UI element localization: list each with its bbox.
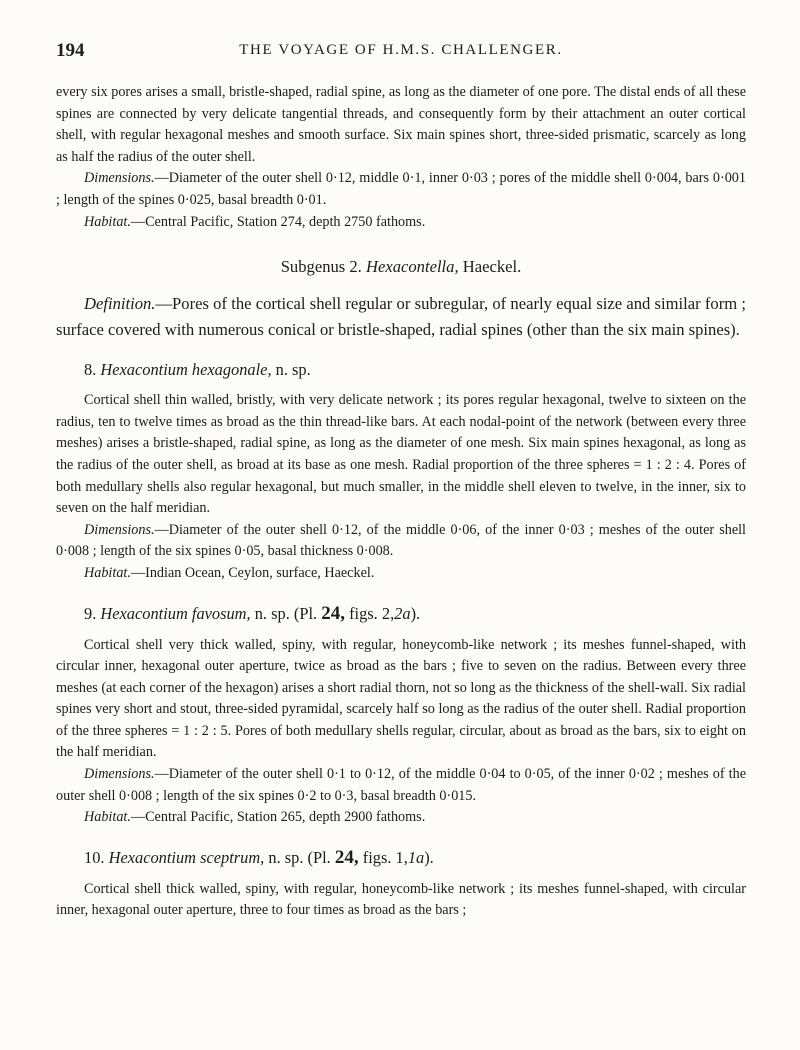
subgenus-heading <box>56 257 746 277</box>
species-number: 10. <box>84 847 105 867</box>
figure-ref-close: ). <box>410 603 421 623</box>
species-description: Cortical shell thick walled, spiny, with regular, honeycomb-like network ; its meshes funnel-shaped, with circular inner, hexagonal outer aperture, three to four times as broad as the bars ; <box>56 880 746 919</box>
figure-ref: figs. 1, <box>362 847 408 867</box>
dimensions-text: —Diameter of the outer shell 0·1 to 0·12, of the middle 0·04 to 0·05, of the inner 0·02 ; meshes of the outer shell 0·008 ; length of the six spines 0·2 to 0·3, basal breadth 0·015. <box>56 766 746 804</box>
species-dimensions <box>56 520 746 563</box>
species-number: 9. <box>84 603 97 623</box>
species-heading <box>56 847 746 869</box>
dimensions-text: —Diameter of the outer shell 0·12, middle 0·1, inner 0·03 ; pores of the middle shell 0·004, bars 0·001 ; length of the spines 0·025, basal breadth 0·01. <box>56 170 746 208</box>
dimensions-text: —Diameter of the outer shell 0·12, of the middle 0·06, of the inner 0·03 ; meshes of the outer shell 0·008 ; length of the six spines 0·05, basal thickness 0·008. <box>56 521 746 560</box>
figure-ref-italic: 1a <box>407 847 425 867</box>
plate-number: 24, <box>321 602 345 624</box>
species-name: Hexacontium hexagonale, <box>100 360 272 380</box>
definition-text: —Pores of the cortical shell regular or subregular, of nearly equal size and similar form ; surface covered with numerous conical or bristle-shaped, radial spines (other than the six main spines). <box>56 294 746 339</box>
species-habitat <box>56 563 746 585</box>
running-title: THE VOYAGE OF H.M.S. CHALLENGER. <box>239 42 563 58</box>
definition-paragraph <box>56 291 746 342</box>
definition-label: Definition. <box>84 294 156 314</box>
habitat-label: Habitat. <box>84 809 131 826</box>
species-number: 8. <box>84 360 97 380</box>
dimensions-label: Dimensions. <box>84 521 155 538</box>
subgenus-prefix: Subgenus 2. <box>280 257 362 277</box>
dimensions-label: Dimensions. <box>84 170 155 187</box>
figure-ref-close: ). <box>424 847 434 867</box>
dimensions-label: Dimensions. <box>84 766 155 783</box>
species-suffix: n. sp. (Pl. <box>268 847 331 867</box>
species-name: Hexacontium favosum, <box>100 603 251 623</box>
subgenus-author: Haeckel. <box>462 257 522 277</box>
species-habitat <box>56 807 746 829</box>
page-header <box>56 40 746 64</box>
subgenus-name: Hexacontella, <box>366 257 459 277</box>
species-suffix: n. sp. (Pl. <box>254 603 318 623</box>
habitat-paragraph <box>56 212 746 234</box>
species-heading <box>56 360 746 380</box>
species-description: Cortical shell thin walled, bristly, with very delicate network ; its pores regular hexagonal, twelve to sixteen on the radius, ten to twelve times as broad as the thin thread-like bars. At each nodal-point of the network (between every three meshes) arises a bristle-shaped, radial spine, as long as the diameter of one mesh. Six main spines hexagonal, as long as the radius of the outer shell, as broad at its base as one mesh. Radial proportion of the three spheres = 1 : 2 : 4. Pores of both medullary shells also regular hexagonal, but much smaller, in the middle shell eleven to twelve, in the inner, six to seven on the half meridian. <box>56 392 746 517</box>
species-name: Hexacontium sceptrum, <box>108 847 265 867</box>
habitat-text: —Central Pacific, Station 274, depth 2750 fathoms. <box>130 213 426 230</box>
continued-paragraph: every six pores arises a small, bristle-shaped, radial spine, as long as the diameter of one pore. The distal ends of all these spines are connected by very delicate tangential threads, and consequently form by their attachment an outer cortical shell, with regular hexagonal meshes and smooth surface. Six main spines short, three-sided prismatic, scarcely as long as half the radius of the outer shell. <box>56 84 746 165</box>
habitat-label: Habitat. <box>84 213 131 230</box>
page-number: 194 <box>56 40 85 61</box>
species-heading <box>56 603 746 625</box>
habitat-text: —Indian Ocean, Ceylon, surface, Haeckel. <box>130 564 375 581</box>
figure-ref-italic: 2a <box>394 603 411 623</box>
species-description: Cortical shell very thick walled, spiny, with regular, honeycomb-like network ; its meshes funnel-shaped, with circular inner, hexagonal outer aperture, twice as broad as the bars ; five to seven on the radius. Between every three meshes (at each corner of the hexagon) arises a short radial thorn, not so long as the thickness of the shell-wall. Six radial spines very short and stout, three-sided pyramidal, scarcely half so long as the radius of the outer shell. Radial proportion of the three spheres = 1 : 2 : 5. Pores of both medullary shells regular, circular, about as broad as the bars, six to eight on the half meridian. <box>56 636 746 761</box>
habitat-label: Habitat. <box>84 564 131 581</box>
figure-ref: figs. 2, <box>349 603 395 623</box>
plate-number: 24, <box>334 846 359 868</box>
habitat-text: —Central Pacific, Station 265, depth 2900 fathoms. <box>130 809 426 826</box>
book-page <box>56 40 746 922</box>
dimensions-paragraph <box>56 168 746 211</box>
species-suffix: n. sp. <box>275 360 311 380</box>
species-dimensions <box>56 764 746 807</box>
